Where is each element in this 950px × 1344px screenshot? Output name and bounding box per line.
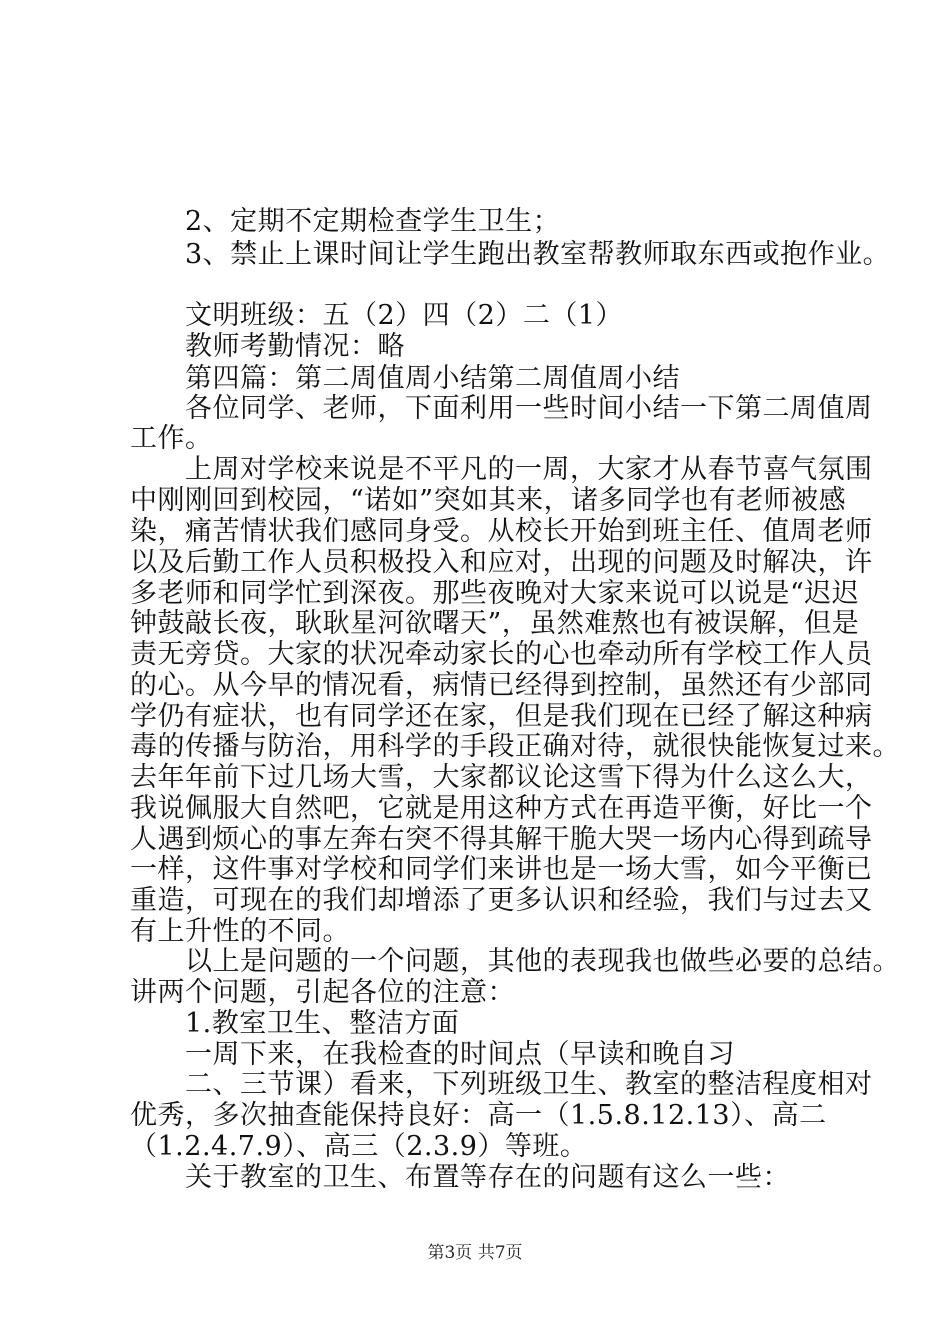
- text-line: 优秀，多次抽查能保持良好：高一（1.5.8.12.13）、高二: [130, 1100, 827, 1131]
- text-line: 钟鼓敲长夜，耿耿星河欲曙天”，虽然难熬也有被误解，但是: [130, 608, 860, 639]
- text-line: 我说佩服大自然吧，它就是用这种方式在再造平衡，好比一个: [130, 793, 873, 824]
- text-line: 毒的传播与防治，用科学的手段正确对待，就很快能恢复过来。: [130, 731, 900, 762]
- text-line: 以上是问题的一个问题，其他的表现我也做些必要的总结。: [130, 946, 900, 977]
- text-line: 责无旁贷。大家的状况牵动家长的心也牵动所有学校工作人员: [130, 639, 873, 670]
- text-line: 各位同学、老师，下面利用一些时间小结一下第二周值周: [130, 393, 873, 424]
- text-line: 一样，这件事对学校和同学们来讲也是一场大雪，如今平衡已: [130, 854, 873, 885]
- text-line: 一周下来，在我检查的时间点（早读和晚自习: [130, 1039, 735, 1070]
- text-line: 2、定期不定期检查学生卫生；: [130, 206, 561, 237]
- text-line: 的心。从今早的情况看，病情已经得到控制，虽然还有少部同: [130, 670, 873, 701]
- text-line: 有上升性的不同。: [130, 916, 350, 947]
- text-line: 讲两个问题，引起各位的注意：: [130, 977, 515, 1008]
- text-line: 人遇到烦心的事左奔右突不得其解干脆大哭一场内心得到疏导: [130, 824, 873, 855]
- text-line: 3、禁止上课时间让学生跑出教室帮教师取东西或抱作业。: [130, 239, 891, 270]
- text-line: 文明班级：五（2）四（2）二（1）: [130, 300, 624, 331]
- text-line: 教师考勤情况：略: [130, 331, 405, 362]
- text-line: 以及后勤工作人员积极投入和应对，出现的问题及时解决，许: [130, 547, 873, 578]
- text-line: （1.2.4.7.9）、高三（2.3.9）等班。: [130, 1131, 588, 1162]
- text-line: 工作。: [130, 423, 213, 454]
- text-line: 多老师和同学忙到深夜。那些夜晚对大家来说可以说是“迟迟: [130, 578, 860, 609]
- section-heading: 第四篇：第二周值周小结第二周值周小结: [130, 363, 680, 394]
- text-line: 1.教室卫生、整洁方面: [130, 1008, 460, 1039]
- page-number: 第3页 共7页: [427, 1243, 523, 1263]
- text-line: 重造，可现在的我们却增添了更多认识和经验，我们与过去又: [130, 885, 873, 916]
- text-line: 去年年前下过几场大雪，大家都议论这雪下得为什么这么大，: [130, 762, 873, 793]
- text-line: 染，痛苦情状我们感同身受。从校长开始到班主任、值周老师: [130, 516, 873, 547]
- text-line: 中刚刚回到校园，“诺如”突如其来，诸多同学也有老师被感: [130, 485, 847, 516]
- text-line: 学仍有症状，也有同学还在家，但是我们现在已经了解这种病: [130, 701, 873, 732]
- text-line: 二、三节课）看来，下列班级卫生、教室的整洁程度相对: [130, 1069, 873, 1100]
- text-line: 上周对学校来说是不平凡的一周，大家才从春节喜气氛围: [130, 454, 873, 485]
- text-line: 关于教室的卫生、布置等存在的问题有这么一些：: [130, 1162, 790, 1193]
